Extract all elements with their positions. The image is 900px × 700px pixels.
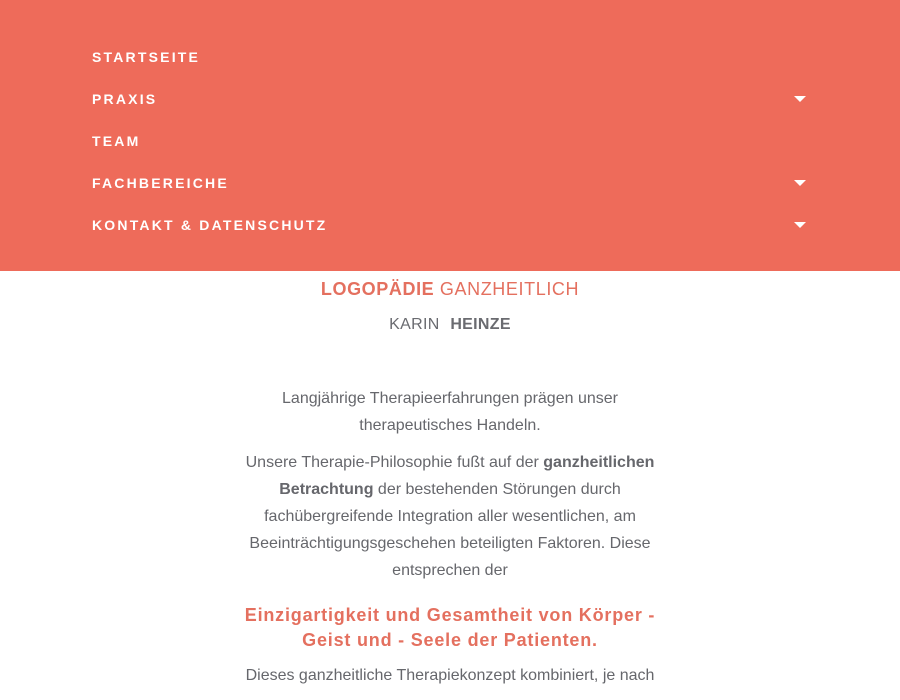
nav-item-praxis[interactable] <box>92 84 808 114</box>
site-title-bold: LOGOPÄDIE <box>320 279 435 299</box>
owner-first-name: KARIN <box>389 316 440 333</box>
nav-item-kontakt-datenschutz[interactable] <box>92 210 808 240</box>
caret-down-icon[interactable] <box>794 222 806 228</box>
site-title[interactable] <box>0 279 900 300</box>
nav-item-startseite[interactable] <box>92 42 808 72</box>
nav-item-fachbereiche[interactable] <box>92 168 808 198</box>
philosophy-emphasis: ganzheitlichen Betrachtung <box>279 454 655 498</box>
philosophy-text-end: der bestehenden Störungen durch fachübergreifende Integration aller wesentlichen, am Beeinträchtigungsgeschehen beteiligten Faktoren. Diese entsprechen der <box>249 481 651 579</box>
nav-item-label: STARTSEITE <box>92 49 201 65</box>
nav-item-label: FACHBEREICHE <box>92 175 229 191</box>
nav-item-team[interactable] <box>92 126 808 156</box>
navigation-menu <box>0 0 900 271</box>
philosophy-paragraph <box>230 449 670 584</box>
nav-item-label: PRAXIS <box>92 91 158 107</box>
caret-down-icon[interactable] <box>794 180 806 186</box>
nav-item-label: TEAM <box>92 133 141 149</box>
nav-item-label: KONTAKT & DATENSCHUTZ <box>92 217 328 233</box>
philosophy-text-start: Unsere Therapie-Philosophie fußt auf der <box>245 454 544 471</box>
site-title-light: GANZHEITLICH <box>439 279 580 299</box>
highlight-statement: Einzigartigkeit und Gesamtheit von Körper - Geist und - Seele der Patienten. <box>244 605 656 650</box>
concept-paragraph: Dieses ganzheitliche Therapiekonzept kombiniert, je nach <box>245 667 655 684</box>
intro-paragraph: Langjährige Therapieerfahrungen prägen unser therapeutisches Handeln. <box>282 390 618 434</box>
caret-down-icon[interactable] <box>794 96 806 102</box>
owner-last-name: HEINZE <box>450 316 511 333</box>
owner-name <box>0 316 900 334</box>
